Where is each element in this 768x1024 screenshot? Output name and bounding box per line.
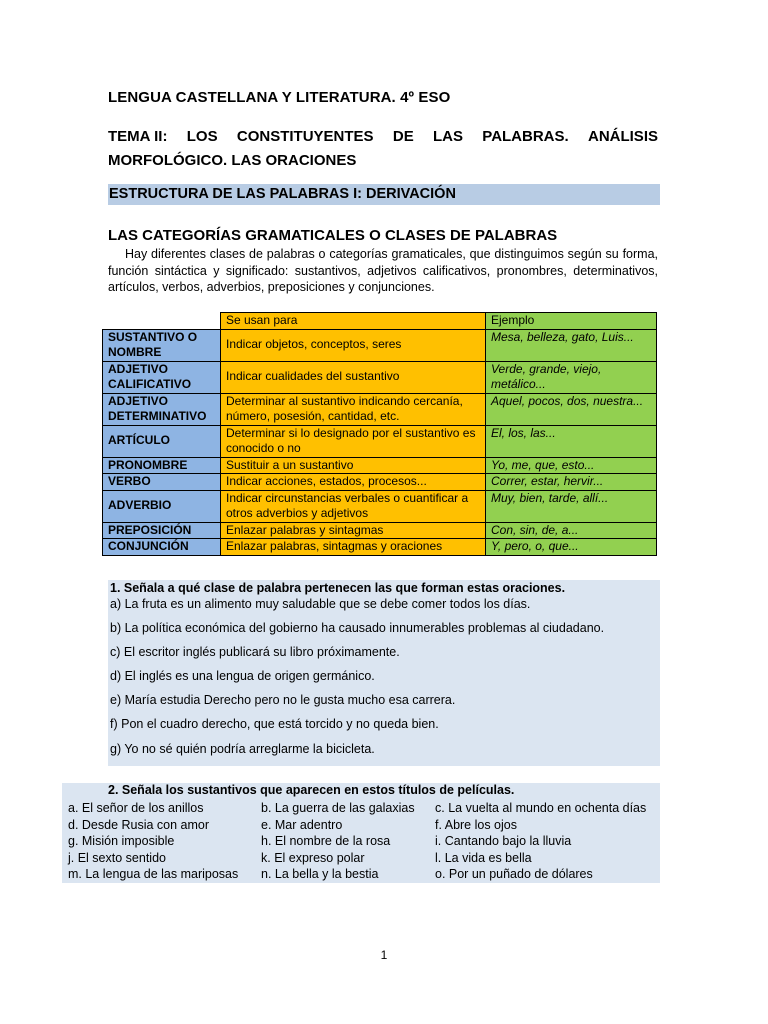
film-title: i. Cantando bajo la lluvia: [435, 834, 572, 848]
table-header-example: Ejemplo: [486, 313, 657, 330]
film-title: e. Mar adentro: [261, 817, 343, 832]
use-cell: Enlazar palabras, sintagmas y oraciones: [221, 539, 486, 556]
exercise-1-box: [108, 580, 660, 766]
table-row: [103, 490, 657, 522]
exercise-1-title: 1. Señala a qué clase de palabra pertenecen las que forman estas oraciones.: [110, 581, 566, 595]
exercise-sentence: a) La fruta es un alimento muy saludable que se debe comer todos los días.: [110, 597, 531, 611]
film-title: m. La lengua de las mariposas: [68, 867, 239, 881]
film-title: n. La bella y la bestia: [261, 867, 379, 881]
table-row: [103, 329, 657, 361]
table-header-row: [103, 313, 657, 330]
table-header-use: Se usan para: [221, 313, 486, 330]
film-title: a. El señor de los anillos: [68, 801, 204, 815]
film-title: j. El sexto sentido: [68, 850, 166, 865]
page-number: 1: [380, 948, 388, 962]
table-row: [103, 457, 657, 474]
category-cell: ADJETIVO DETERMINATIVO: [103, 393, 221, 425]
category-cell: ADVERBIO: [103, 490, 221, 522]
film-title: o. Por un puñado de dólares: [435, 867, 593, 881]
category-cell: PRONOMBRE: [103, 457, 221, 474]
use-cell: Indicar circunstancias verbales o cuantificar a otros adverbios y adjetivos: [221, 490, 486, 522]
topic-line-2: MORFOLÓGICO. LAS ORACIONES: [108, 152, 357, 169]
exercise-sentence: c) El escritor inglés publicará su libro próximamente.: [110, 645, 400, 659]
exercise-sentence: f) Pon el cuadro derecho, que está torcido y no queda bien.: [110, 717, 439, 731]
category-cell: PREPOSICIÓN: [103, 522, 221, 539]
example-cell: Verde, grande, viejo, metálico...: [486, 361, 657, 393]
table-header-blank: [103, 313, 221, 330]
categories-title: LAS CATEGORÍAS GRAMATICALES O CLASES DE PALABRAS: [108, 227, 558, 244]
use-cell: Indicar cualidades del sustantivo: [221, 361, 486, 393]
exercise-2-title: 2. Señala los sustantivos que aparecen en estos títulos de películas.: [108, 783, 515, 797]
use-cell: Determinar al sustantivo indicando cercanía, número, posesión, cantidad, etc.: [221, 393, 486, 425]
topic-word: DE: [392, 128, 414, 145]
category-cell: ADJETIVO CALIFICATIVO: [103, 361, 221, 393]
category-cell: VERBO: [103, 474, 221, 491]
subject-heading: LENGUA CASTELLANA Y LITERATURA. 4º ESO: [108, 89, 451, 106]
topic-word: LOS: [186, 128, 218, 145]
use-cell: Sustituir a un sustantivo: [221, 457, 486, 474]
table-row: [103, 361, 657, 393]
film-title: f. Abre los ojos: [435, 817, 517, 832]
use-cell: Enlazar palabras y sintagmas: [221, 522, 486, 539]
example-cell: Y, pero, o, que...: [486, 539, 657, 556]
film-title: k. El expreso polar: [261, 850, 365, 865]
table-row: [103, 539, 657, 556]
film-title: l. La vida es bella: [435, 850, 532, 865]
exercise-sentence: g) Yo no sé quién podría arreglarme la bicicleta.: [110, 742, 375, 756]
film-title: g. Misión imposible: [68, 834, 175, 848]
category-cell: ARTÍCULO: [103, 425, 221, 457]
use-cell: Indicar objetos, conceptos, seres: [221, 329, 486, 361]
example-cell: Mesa, belleza, gato, Luis...: [486, 329, 657, 361]
intro-paragraph: Hay diferentes clases de palabras o categorías gramaticales, que distinguimos según su forma, función sintáctica y significado: sustantivos, adjetivos calificativos, pronombres, determinativos, artículos, verbos, adverbios, preposiciones y conjunciones.: [108, 247, 658, 294]
topic-word: LAS: [433, 128, 463, 145]
topic-word: CONSTITUYENTES: [236, 128, 374, 145]
example-cell: Correr, estar, hervir...: [486, 474, 657, 491]
category-cell: SUSTANTIVO O NOMBRE: [103, 329, 221, 361]
use-cell: Determinar si lo designado por el sustantivo es conocido o no: [221, 425, 486, 457]
exercise-sentence: e) María estudia Derecho pero no le gusta mucho esa carrera.: [110, 693, 456, 707]
example-cell: Yo, me, que, esto...: [486, 457, 657, 474]
film-title: c. La vuelta al mundo en ochenta días: [435, 801, 647, 815]
topic-word: PALABRAS.: [482, 128, 569, 145]
table-row: [103, 393, 657, 425]
topic-word: TEMA II:: [108, 128, 168, 145]
film-title: d. Desde Rusia con amor: [68, 817, 210, 832]
category-cell: CONJUNCIÓN: [103, 539, 221, 556]
film-title: b. La guerra de las galaxias: [261, 801, 415, 815]
table-row: [103, 474, 657, 491]
table-row: [103, 425, 657, 457]
use-cell: Indicar acciones, estados, procesos...: [221, 474, 486, 491]
example-cell: Muy, bien, tarde, allí...: [486, 490, 657, 522]
film-title: h. El nombre de la rosa: [261, 834, 391, 848]
section-band-title: ESTRUCTURA DE LAS PALABRAS I: DERIVACIÓN: [109, 186, 456, 202]
exercise-2-box: [62, 783, 660, 883]
example-cell: Aquel, pocos, dos, nuestra...: [486, 393, 657, 425]
section-band: [108, 184, 660, 205]
exercise-sentence: b) La política económica del gobierno ha causado innumerables problemas al ciudadano.: [110, 621, 605, 635]
categories-table: [102, 312, 657, 556]
topic-word: ANÁLISIS: [587, 128, 658, 145]
topic-line-1: [108, 125, 658, 149]
exercise-sentence: d) El inglés es una lengua de origen germánico.: [110, 669, 375, 683]
example-cell: Con, sin, de, a...: [486, 522, 657, 539]
example-cell: El, los, las...: [486, 425, 657, 457]
table-row: [103, 522, 657, 539]
film-grid: [68, 800, 665, 883]
topic-heading: [108, 125, 658, 173]
